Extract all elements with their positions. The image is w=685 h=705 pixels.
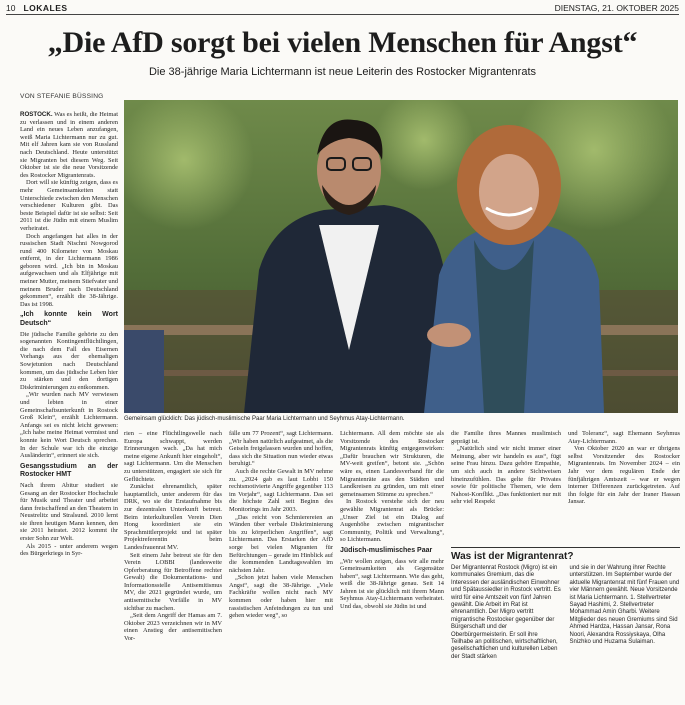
paragraph: Nach ihrem Abitur studiert sie Gesang an der Rostocker Hochschule für Musik und Theater und arbeitet dann freischaffend an den Theatern in Neustrelitz und Stralsund. 2010 lernt sie ihren heutigen Mann kennen, den sie 2011 heiratet. 2012 kommt ihr erster Sohn zur Welt. [20,481,118,543]
article-photo [124,100,678,413]
article-column-6 [568,430,680,544]
paragraph: Von Oktober 2020 an war er übrigens selbst Vorsitzender des Rostocker Migrantenrats. Im November 2024 – ein Jahr vor dem regulären Ende der fünfjährigen Amtszeit – war er wegen interner Differenzen zurückgetreten. Auf ihn folgte für ein Jahr der Iraner Hassan Jansar. [568,445,680,506]
page-number: 10 [6,3,16,13]
paragraph: rien – eine Flüchtlingswelle nach Europa schwappt, werden Erinnerungen wach. „Da hat mich meine eigene Ankunft hier eingeholt“, sagt Lichtermann. Um die Menschen zu unterstützen, engagiert sie sich für Geflüchtete. [124,430,222,483]
subheadline: Die 38-jährige Maria Lichtermann ist neue Leiterin des Rostocker Migrantenrats [148,66,537,78]
paragraph: Was es heißt, die Heimat zu verlassen und in einem anderen Land ein neues Leben anzufangen, weiß Maria Lichtermann nur zu gut. Mit elf Jahren kam sie von Russland nach Deutschland. Heute unterstützt sie Migranten bei diesem Weg. Seit Oktober ist sie die neue Vorsitzende des Rostocker Migrantenrats. [20,111,118,179]
paragraph: „Natürlich sind wir nicht immer einer Meinung, aber wir handeln es aus“, fügt seine Frau hinzu. Dazu gehöre Empathie, um sich auch in andere Sichtweisen hineinzufühlen. Das gelte für Privates sowie für politische Themen, wie dem Nahost-Konflikt. „Das funktioniert nur mit sehr viel Respekt [451,445,561,506]
paragraph: Seit einem Jahr betreut sie für den Verein LOBBI (landesweite Opferberatung für Betroffene rechter Gewalt) die Dokumentations- und Informationsstelle Antisemitismus MV, die 2021 gegründet wurde, um antisemitische Vorfälle in MV sichtbar zu machen. [124,551,222,612]
info-box-text-left: Der Migrantenrat Rostock (Migro) ist ein kommunales Gremium, das die Interessen der ausländischen Einwohner und Spätaussiedler in Rostock vertritt. Es wird für eine Amtszeit von fünf Jahren gewählt. Die Arbeit im Rat ist ehrenamtlich. Der Migro vertritt migrantische Rostocker gegenüber der Bürgerschaft und der Oberbürgermeisterin. Er soll ihre Teilhabe an politischen, wirtschaftlichen, gesellschaftlichen und kulturellen Leben der Stadt stärken [451,565,561,660]
info-box [451,547,680,704]
article-column-5 [451,430,561,544]
page-header [6,2,679,14]
subheading: Gesangsstudium an der Rostocker HMT [20,462,118,479]
paragraph: die Familie ihres Mannes muslimisch geprägt ist. [451,430,561,445]
subheading: „Ich konnte kein Wort Deutsch“ [20,311,118,328]
paragraph: „Seit dem Angriff der Hamas am 7. Oktober 2023 verzeichnen wir in MV einen Anstieg der antisemitischen Vor- [124,612,222,643]
article-column-1 [20,111,118,703]
headline: „Die AfD sorgt bei vielen Menschen für Angst“ [47,26,638,59]
paragraph: Lichtermann. All dem möchte sie als Vorsitzende des Rostocker Migrantenrats künftig entgegenwirken: „Dafür brauchen wir Strukturen, die MV-weit greifen“, betont sie. „Schön wäre es, einen Landesverband für die Migrantenräte aus den Städten und Landkreisen zu gründen, um mit einer gemeinsamen Stimme zu sprechen.“ [340,430,444,498]
paragraph: „Das reicht von Schmierereien an Wänden über verbale Diskriminierung bis zu körperlichen Angriffen“, sagt Lichtermann. Das Erstarken der AfD sorge bei vielen Migranten für Befürchtungen – gerade im Hinblick auf die kommenden Landtagswahlen im nächsten Jahr. [229,513,333,574]
article-column-3 [229,430,333,702]
paragraph: Doch angefangen hat alles in der russischen Stadt Nischni Nowgorod rund 400 Kilometer von Moskau entfernt, in der Lichtermann 1986 geboren wird. „Ich bin in Moskau aufgewachsen und als Elfjährige mit meiner Mutter, meinem Stiefvater und meinem Bruder nach Deutschland gekommen“, erzählt die 38-Jährige. Das ist 1998. [20,232,118,308]
subheading: Jüdisch-muslimisches Paar [340,546,433,554]
header-rule [6,14,679,15]
info-box-title: Was ist der Migrantenrat? [451,551,574,562]
issue-date: DIENSTAG, 21. OKTOBER 2025 [554,3,679,13]
paragraph: „Schon jetzt haben viele Menschen Angst“, sagt die 38-Jährige. „Viele Fachkräfte wollen nicht nach MV kommen oder haben hier mit rassistischen Anfeindungen zu tun und gehen wieder weg“, so [229,574,333,620]
section-name: LOKALES [23,3,68,13]
paragraph: fälle um 77 Prozent“, sagt Lichtermann. „Wir haben natürlich aufgeatmet, als die Geiseln freigelassen wurden und hoffen, dass sich die Situation nun wieder etwas beruhigt.“ [229,430,333,468]
paragraph: und Toleranz“, sagt Ehemann Seyhmus Atay-Lichtermann. [568,430,680,445]
paragraph: Auch die rechte Gewalt in MV nehme zu. „2024 gab es laut Lobbi 150 rechtsmotivierte Angriffe gegenüber 113 im Vorjahr“, sagt Lichtermann. Das sei die höchste Zahl seit Beginn des Monitorings im Jahr 2003. [229,467,333,513]
article-column-2 [124,430,222,702]
paragraph: Dort will sie künftig zeigen, dass es mehr Gemeinsamkeiten statt Unterschiede zwischen den Menschen verschiedener Kulturen gibt. Das beste Beispiel dafür ist sie selbst: Seit 2011 ist die Jüdin mit einem Muslim verheiratet. [20,179,118,232]
byline: VON STEFANIE BÜSSING [20,93,104,100]
article-column-4 [340,430,444,702]
dateline: ROSTOCK. [20,111,53,118]
photo-caption: Gemeinsam glücklich: Das jüdisch-muslimische Paar Maria Lichtermann und Seyhmus Atay-Lichtermann. [124,416,405,422]
paragraph: Zunächst ehrenamtlich, später hauptamtlich, unter anderem für das DRK, wo sie die Erstaufnahme bis zur dezentralen Unterkunft betreut. Beim interkulturellen Verein Dien Hong koordiniert sie ein Sprachmittlerprojekt und ist später Projektreferentin beim Landesfrauenrat MV. [124,483,222,551]
paragraph: In Rostock verstehe sich der neu gewählte Migrantenrat als Brücke: „Unser Ziel ist ein Dialog auf Augenhöhe zwischen migrantischer Community, Politik und Verwaltung“, so Lichtermann. [340,498,444,544]
paragraph: Als 2015 - unter anderem wegen des Bürgerkriegs in Syr- [20,542,118,558]
paragraph: „Wir wollen zeigen, dass wir alle mehr Gemeinsamkeiten als Gegensätze haben“, sagt Lichtermann. Wie das geht, weiß die 38-Jährige genau. Seit 14 Jahren ist sie glücklich mit ihrem Mann Seyhmus Atay-Lichtermann verheiratet. Und das, obwohl sie Jüdin ist und [340,557,444,611]
paragraph: „Wir wurden nach MV verwiesen und lebten in einer Gemeinschaftsunterkunft in Rostock Groß Klein“, erzählt Lichtermann. Anfangs sei es nicht leicht gewesen: „Ich habe meine Heimat vermisst und konnte kein Wort Deutsch sprechen. In der Schule war ich die einzige Ausländerin“, erinnert sie sich. [20,391,118,460]
paragraph: Die jüdische Familie gehörte zu den sogenannten Kontingentflüchtlingen, die nach dem Fall des Eisernen Vorhangs aus der ehemaligen Sowjetunion nach Deutschland kommen, um das jüdische Leben hier zu stärken und den dortigen Diskriminierungen zu entkommen. [20,330,118,391]
info-box-text-right: und sie in der Wahrung ihrer Rechte unterstützen. Im September wurde der aktuelle Migrantenrat mit fünf Frauen und vier Männern gewählt. Neue Vorsitzende ist Maria Lichtermann. 1. Stellvertreter Sayad Hashimi, 2. Stellvertreter Mohammad Amin Gharbi. Weitere Mitglieder des neuen Gremiums sind Sid Ahmed Hardza, Hassan Jansar, Rona Noori, Alexandra Rossiyskaya, Olha Snizhko und Huzama Sulaiman. [569,565,680,646]
